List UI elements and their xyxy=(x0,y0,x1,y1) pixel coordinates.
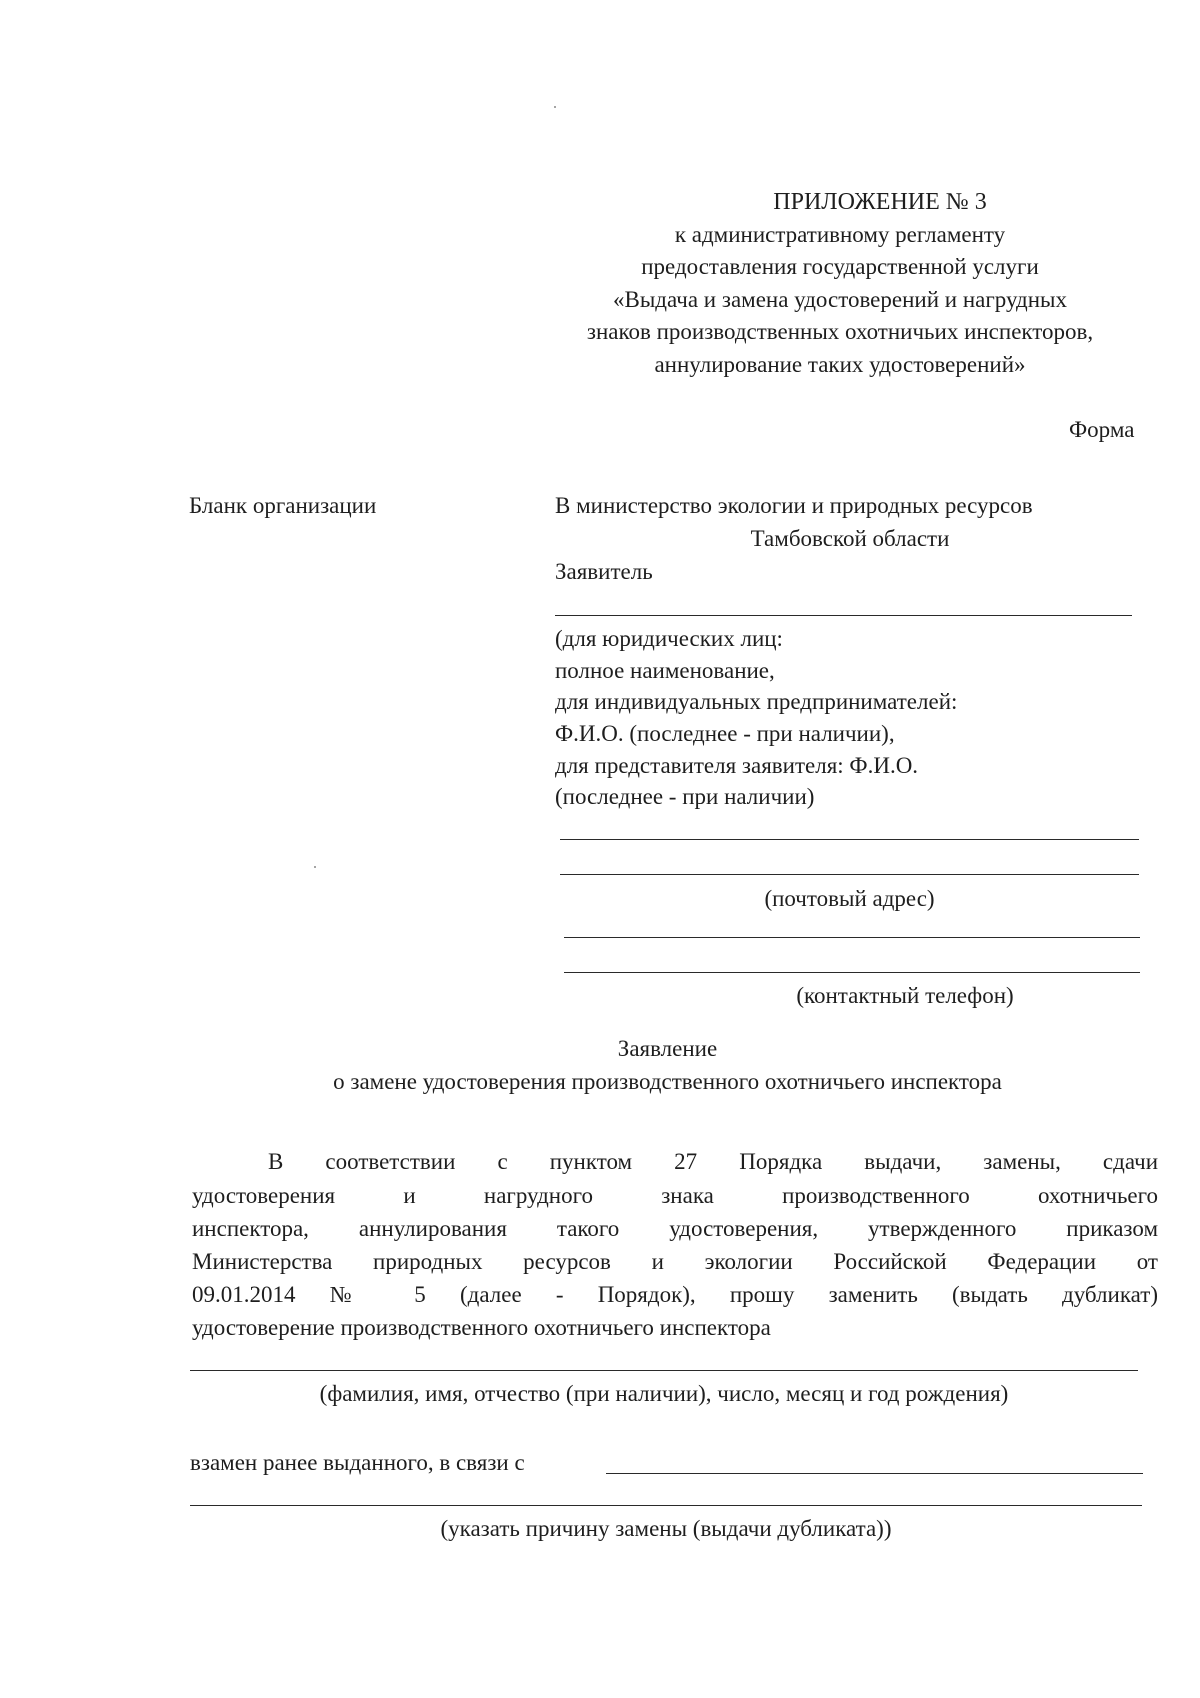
addressee-line: В министерство экологии и природных ресурсов xyxy=(555,493,1033,518)
applicant-note-line: для индивидуальных предпринимателей: xyxy=(555,689,958,714)
scan-speck xyxy=(314,866,316,868)
appendix-line: предоставления государственной услуги xyxy=(641,254,1039,279)
reason-caption: (указать причину замены (выдачи дубликата)) xyxy=(440,1516,892,1541)
postal-address-line xyxy=(560,874,1139,875)
appendix-line: знаков производственных охотничьих инспекторов, xyxy=(586,319,1094,344)
reason-line xyxy=(606,1473,1143,1474)
phone-line xyxy=(564,937,1140,938)
addressee-region: Тамбовской области xyxy=(750,526,950,551)
statement-subtitle: о замене удостоверения производственного охотничьего инспектора xyxy=(333,1069,1002,1094)
body-line: Министерства природных ресурсов и экологии Российской Федерации от xyxy=(192,1249,1158,1274)
appendix-line: аннулирование таких удостоверений» xyxy=(654,352,1026,377)
applicant-note-line: для представителя заявителя: Ф.И.О. xyxy=(555,753,919,778)
body-line: удостоверение производственного охотничьего инспектора xyxy=(192,1315,771,1340)
applicant-note-line: Ф.И.О. (последнее - при наличии), xyxy=(555,721,895,746)
appendix-line: к административному регламенту xyxy=(674,222,1006,247)
applicant-name-line xyxy=(555,615,1132,616)
reason-line xyxy=(190,1505,1142,1506)
body-line: В соответствии с пунктом 27 Порядка выдачи, замены, сдачи xyxy=(268,1149,1158,1174)
postal-address-caption: (почтовый адрес) xyxy=(764,886,935,911)
applicant-note-line: (последнее - при наличии) xyxy=(555,784,815,809)
body-line: удостоверения и нагрудного знака производственного охотничьего xyxy=(192,1183,1158,1208)
inspector-name-caption: (фамилия, имя, отчество (при наличии), число, месяц и год рождения) xyxy=(319,1381,1009,1406)
postal-address-line xyxy=(560,839,1139,840)
org-blank-label: Бланк организации xyxy=(189,493,377,518)
applicant-note-line: (для юридических лиц: xyxy=(555,626,783,651)
appendix-title: ПРИЛОЖЕНИЕ № 3 xyxy=(773,189,987,215)
phone-line xyxy=(564,972,1140,973)
applicant-note-line: полное наименование, xyxy=(555,658,775,683)
inspector-name-line xyxy=(190,1370,1138,1371)
reason-prefix: взамен ранее выданного, в связи с xyxy=(190,1450,525,1475)
statement-title: Заявление xyxy=(617,1036,718,1061)
body-line: инспектора, аннулирования такого удостоверения, утвержденного приказом xyxy=(192,1216,1158,1241)
body-line: 09.01.2014 № 5 (далее - Порядок), прошу заменить (выдать дубликат) xyxy=(192,1282,1158,1307)
applicant-label: Заявитель xyxy=(555,559,653,584)
phone-caption: (контактный телефон) xyxy=(796,983,1014,1008)
scan-speck xyxy=(554,106,556,108)
form-label: Форма xyxy=(1069,417,1135,442)
appendix-line: «Выдача и замена удостоверений и нагрудных xyxy=(612,287,1067,312)
